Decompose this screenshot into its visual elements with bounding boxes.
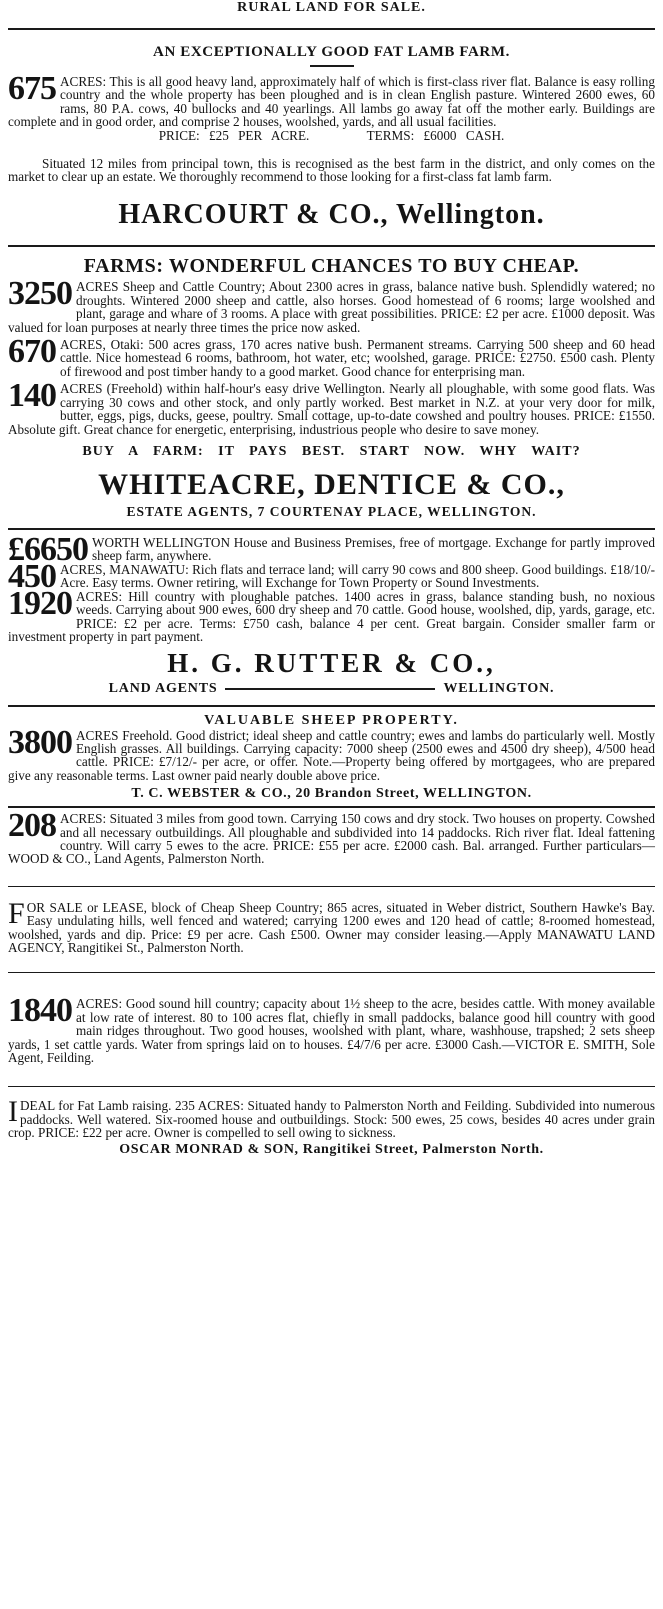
listing xyxy=(8,807,655,867)
ad-body xyxy=(8,70,655,130)
divider xyxy=(8,1086,655,1087)
ad-smith xyxy=(8,992,655,1066)
firm-name: H. G. RUTTER & CO., xyxy=(167,647,496,678)
firm-name: HARCOURT & CO., Wellington. xyxy=(118,199,545,231)
listing xyxy=(8,584,655,645)
firm-footer: T. C. WEBSTER & CO., 20 Brandon Street, WELLINGTON. xyxy=(131,786,532,802)
listing-text: OR SALE or LEASE, block of Cheap Sheep Country; 865 acres, situated in Weber district, Southern Hawke's Bay. Easy undulating hills, well fenced and watered; carrying 1200 ewes and 120 head of cattle; 8-roomed homestead, woolshed, yards and dip. Price: £9 per acre. Cash £500. Owner may consider leasing.—Apply MANAWATU LAND AGENCY, Rangitikei St., Palmerston North. xyxy=(8,899,655,955)
acreage-number: 3250 xyxy=(8,275,72,313)
agents-left: LAND AGENTS xyxy=(108,680,218,696)
ad-whiteacre xyxy=(8,255,655,519)
short-rule xyxy=(310,65,354,67)
firm-name: WHITEACRE, DENTICE & CO., xyxy=(98,467,565,501)
section-header: RURAL LAND FOR SALE. xyxy=(237,0,426,15)
firm-footer: OSCAR MONRAD & SON, Rangitikei Street, Palmerston North. xyxy=(119,1141,544,1157)
ad-title: VALUABLE SHEEP PROPERTY. xyxy=(204,712,459,728)
ad-text: ACRES: This is all good heavy land, approximately half of which is first-class river flat. Balance is easy rolling country and the whole property has been ploughed and is in clean English pasture. Wintered 2600 ewes, 60 rams, 80 P.A. cows, 40 bullocks and 40 yearlings. All lambs go away fat off the mother early. Buildings are complete and in good order, and comprise 2 houses, woolshed, yards, and all usual facilities. xyxy=(8,74,655,130)
acreage-number: 140 xyxy=(8,377,56,415)
divider xyxy=(8,528,655,530)
listing-text: ACRES: Situated 3 miles from good town. Carrying 150 cows and dry stock. Two houses on property. Cowshed and all necessary outbuildings. All ploughable and subdivided into 14 paddocks. Rich river flat. Ideal fattening country. Will carry 5 ewes to the acre. PRICE: £55 per acre. £2000 cash. Bal. arranged. Further particulars—WOOD & CO., Land Agents, Palmerston North. xyxy=(8,811,655,867)
drop-cap: I xyxy=(8,1095,18,1129)
listing-text: ACRES, MANAWATU: Rich flats and terrace land; will carry 90 cows and 800 sheep. Good buildings. £18/10/- Acre. Easy terms. Owner retiring, will Exchange for Town Property or Sound Investments. xyxy=(60,561,655,591)
listing xyxy=(8,896,655,955)
ad-webster xyxy=(8,713,655,803)
ad-rutter xyxy=(8,530,655,697)
price-text: PRICE: £25 PER ACRE. xyxy=(158,127,310,143)
acreage-number: 675 xyxy=(8,70,56,107)
acreage-number: 3800 xyxy=(8,723,72,761)
call-to-action: BUY A FARM: IT PAYS BEST. START NOW. WHY WAIT? xyxy=(82,443,581,459)
listing xyxy=(8,1095,655,1141)
listing-text: ACRES, Otaki: 500 acres grass, 170 acres native bush. Permanent streams. Carrying 500 sheep and 60 head cattle. Nice homestead 6 rooms, bathroom, hot water, etc; woolshed, garage. PRICE: £2750. £500 cash. Plenty of firewood and post timber handy to a good market. Good chance for enterprising man. xyxy=(60,337,655,379)
acreage-number: 450 xyxy=(8,557,56,595)
divider xyxy=(8,806,655,808)
listing xyxy=(8,723,655,783)
acreage-number: 208 xyxy=(8,807,56,845)
listing-text: ACRES Freehold. Good district; ideal sheep and cattle country; ewes and lambs do particularly well. Mostly English grasses. All buildings. Carrying capacity: 7000 sheep (2500 ewes and 4500 dry sheep), 4/500 head cattle. PRICE: £7/12/- per acre, or offer. Note.—Property being offered by mortgagees, who are prepared give any reasonable terms. Last owner paid nearly double above price. xyxy=(8,727,655,783)
divider xyxy=(8,28,655,30)
listing-text: ACRES Sheep and Cattle Country; About 2300 acres in grass, balance native bush. Splendidly watered; no droughts. Wintered 2000 sheep and cattle, also horses. Good homestead of 6 rooms; large woolshed and plant, garage and whare of 3 rooms. A place with great possibilities. PRICE: £2 per acre. £1000 deposit. Was valued for loan purposes at nearly three times the price now asked. xyxy=(8,279,655,335)
listing xyxy=(8,992,655,1066)
firm-address: ESTATE AGENTS, 7 COURTENAY PLACE, WELLINGTON. xyxy=(126,503,537,519)
listing xyxy=(8,275,655,335)
listing-text: ACRES: Hill country with ploughable patches. 1400 acres in grass, balance standing bush, no noxious weeds. Carrying about 900 ewes, 600 dry sheep and 70 cattle. Good house, woolshed, dip, yards, garage, etc. PRICE: £2 per acre. Terms: £750 cash, balance 4 per cent. Great bargain. Consider smaller farm or investment property in part payment. xyxy=(8,588,655,645)
ad-title: FARMS: WONDERFUL CHANCES TO BUY CHEAP. xyxy=(83,255,580,278)
agents-rule xyxy=(225,688,435,690)
drop-cap: F xyxy=(8,896,25,930)
divider xyxy=(8,972,655,973)
listing-text: DEAL for Fat Lamb raising. 235 ACRES: Situated handy to Palmerston North and Feilding. Subdivided into numerous paddocks. Well watered. Six-roomed house and outbuildings. Stock: 500 ewes, 25 cows, besides 40 acres under grain crop. PRICE: £22 per acre. Owner is compelled to sell owing to sickness. xyxy=(8,1098,655,1141)
listing xyxy=(8,557,655,595)
divider xyxy=(8,245,655,247)
acreage-number: £6650 xyxy=(8,530,88,568)
ad-wood xyxy=(8,807,655,867)
listing-text: ACRES: Good sound hill country; capacity about 1½ sheep to the acre, besides cattle. With money available at low rate of interest. 80 to 100 acres flat, chiefly in small paddocks, balance good hill country with good main ridges throughout. Two good houses, woolshed with plant, whare, washhouse, trapshed; 2 sets sheep yards, 1 set cattle yards. Water from springs laid on to houses. £4/7/6 per acre. £3000 Cash.—VICTOR E. SMITH, Sole Agent, Feilding. xyxy=(8,996,655,1066)
listing xyxy=(8,530,655,568)
price-line xyxy=(8,129,655,143)
listing xyxy=(8,377,655,437)
divider xyxy=(8,886,655,887)
agents-right: WELLINGTON. xyxy=(443,680,555,696)
ad-manawatu xyxy=(8,896,655,955)
ad-paragraph: Situated 12 miles from principal town, this is recognised as the best farm in the district, and only comes on the market to clear up an estate. We thoroughly recommend to those looking for a first-class fat lamb farm. xyxy=(8,155,655,185)
ad-monrad xyxy=(8,1095,655,1157)
agents-line xyxy=(8,681,655,697)
ad-title: AN EXCEPTIONALLY GOOD FAT LAMB FARM. xyxy=(153,44,510,60)
ad-harcourt xyxy=(8,44,655,231)
acreage-number: 1840 xyxy=(8,992,72,1030)
terms-text: TERMS: £6000 CASH. xyxy=(366,127,505,143)
divider xyxy=(8,705,655,707)
acreage-number: 1920 xyxy=(8,584,72,622)
listing-text: WORTH WELLINGTON House and Business Premises, free of mortgage. Exchange for partly improved sheep farm, anywhere. xyxy=(92,534,655,564)
listing xyxy=(8,333,655,379)
acreage-number: 670 xyxy=(8,333,56,371)
listing-text: ACRES (Freehold) within half-hour's easy drive Wellington. Nearly all ploughable, with some good flats. Was carrying 30 cows and other stock, and only partly worked. Best market in N.Z. at your very door for milk, butter, eggs, pigs, ducks, geese, poultry. Small cottage, up-to-date cowshed and poultry houses. PRICE: £1550. Absolute gift. Great chance for energetic, enterprising, industrious people who desire to save money. xyxy=(8,381,655,437)
